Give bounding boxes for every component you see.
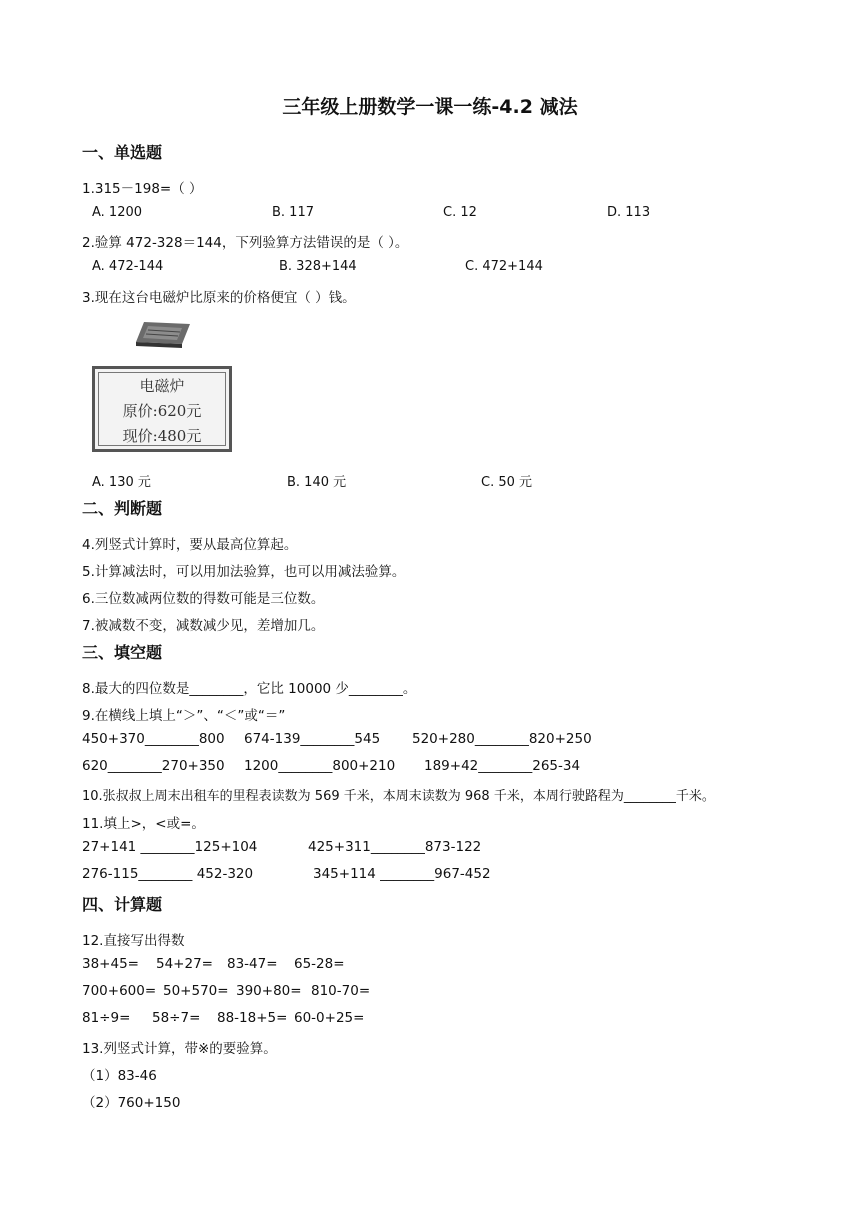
question-13-stem: 13.列竖式计算，带※的要验算。: [82, 1041, 277, 1057]
mental-math-item: 58÷7=: [152, 1010, 201, 1026]
mental-math-item: 54+27=: [156, 956, 213, 972]
question-7: 7.被减数不变，减数减少见，差增加几。: [82, 618, 325, 634]
q2-option-b: B. 328+144: [279, 259, 357, 274]
q9-item: 189+42________265-34: [424, 758, 581, 774]
question-5: 5.计算减法时，可以用加法验算，也可以用减法验算。: [82, 564, 406, 580]
mental-math-item: 65-28=: [294, 956, 345, 972]
mental-math-item: 38+45=: [82, 956, 139, 972]
q11-item: 276-115________ 452-320: [82, 866, 254, 882]
q13-sub-2: （2）760+150: [82, 1095, 181, 1111]
induction-cooker-image: [90, 316, 238, 458]
question-6: 6.三位数减两位数的得数可能是三位数。: [82, 591, 325, 607]
mental-math-item: 60-0+25=: [294, 1010, 365, 1026]
mental-math-item: 81÷9=: [82, 1010, 131, 1026]
question-12-stem: 12.直接写出得数: [82, 933, 185, 949]
q9-item: 1200________800+210: [244, 758, 396, 774]
question-10: 10.张叔叔上周末出租车的里程表读数为 569 千米，本周末读数为 968 千米，本周行驶路程为________千米。: [82, 789, 715, 804]
page-title: 三年级上册数学一课一练-4.2 减法: [282, 96, 578, 118]
q1-option-c: C. 12: [443, 205, 477, 220]
q1-option-d: D. 113: [607, 205, 651, 220]
question-8: 8.最大的四位数是________，它比 10000 少________。: [82, 681, 417, 697]
q9-item: 620________270+350: [82, 758, 225, 774]
mental-math-item: 83-47=: [227, 956, 278, 972]
question-11-stem: 11.填上>，<或=。: [82, 816, 205, 832]
q11-item: 27+141 ________125+104: [82, 839, 258, 855]
current-price: 现价:480元: [122, 427, 202, 445]
question-3-stem: 3.现在这台电磁炉比原来的价格便宜（ ）钱。: [82, 290, 356, 306]
section-heading-fill-blank: 三、填空题: [82, 643, 163, 662]
section-heading-calculation: 四、计算题: [82, 895, 163, 914]
q3-option-b: B. 140 元: [287, 475, 347, 490]
q1-option-b: B. 117: [272, 205, 314, 220]
section-heading-true-false: 二、判断题: [82, 499, 163, 518]
question-2-stem: 2.验算 472-328＝144，下列验算方法错误的是（ ）。: [82, 235, 409, 251]
mental-math-item: 50+570=: [163, 983, 229, 999]
q3-option-a: A. 130 元: [92, 475, 151, 490]
induction-cooker-icon: [132, 320, 192, 350]
section-heading-single-choice: 一、单选题: [82, 143, 163, 162]
mental-math-item: 810-70=: [311, 983, 371, 999]
question-1-stem: 1.315－198=（ ）: [82, 181, 203, 197]
mental-math-item: 700+600=: [82, 983, 157, 999]
q2-option-c: C. 472+144: [465, 259, 543, 274]
q11-item: 425+311________873-122: [308, 839, 482, 855]
mental-math-item: 390+80=: [236, 983, 302, 999]
q2-option-a: A. 472-144: [92, 259, 164, 274]
price-sign-title: 电磁炉: [139, 377, 185, 395]
q9-item: 674-139________545: [244, 731, 381, 747]
q9-item: 450+370________800: [82, 731, 225, 747]
q11-item: 345+114 ________967-452: [313, 866, 491, 882]
q1-option-a: A. 1200: [92, 205, 143, 220]
price-sign: [92, 366, 232, 452]
q3-option-c: C. 50 元: [481, 475, 533, 490]
q9-item: 520+280________820+250: [412, 731, 592, 747]
mental-math-item: 88-18+5=: [217, 1010, 288, 1026]
question-4: 4.列竖式计算时，要从最高位算起。: [82, 537, 298, 553]
original-price: 原价:620元: [122, 402, 202, 420]
question-9-stem: 9.在横线上填上“＞”、“＜”或“＝”: [82, 708, 286, 724]
q13-sub-1: （1）83-46: [82, 1068, 157, 1084]
